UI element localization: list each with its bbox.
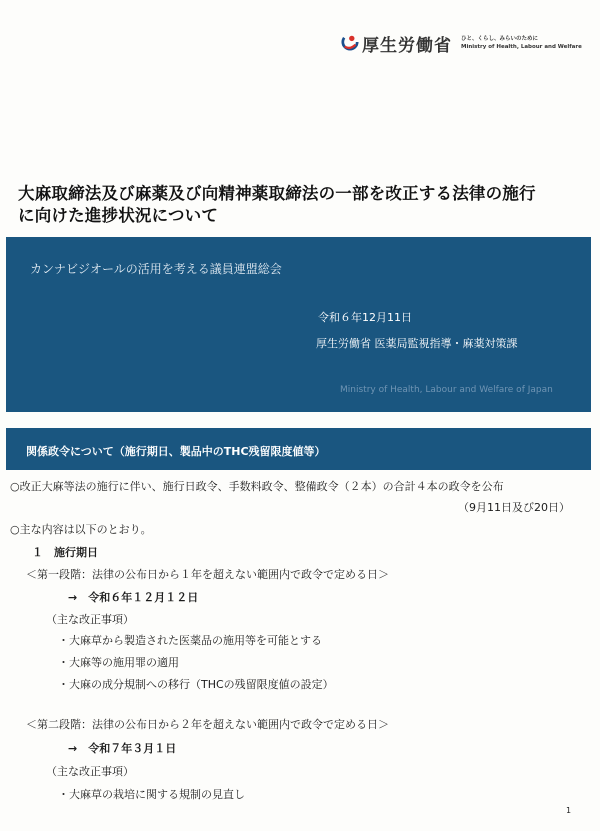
item1-heading: １ 施行期日 bbox=[32, 546, 98, 559]
document-title-line2: に向けた進捗状況について bbox=[18, 206, 219, 225]
section-header-text: 関係政令について（施行期日、製品中のTHC残留限度値等） bbox=[26, 445, 326, 458]
phase1-date: → 令和６年１２月１２日 bbox=[68, 591, 199, 604]
phase1-label: ＜第一段階：法律の公布日から１年を超えない範囲内で政令で定める日＞ bbox=[26, 568, 389, 581]
logo-tagline-jp: ひと、くらし、みらいのために bbox=[461, 36, 539, 42]
banner-english-name: Ministry of Health, Labour and Welfare of Japan bbox=[340, 385, 553, 395]
para2: ○主な内容は以下のとおり。 bbox=[10, 523, 152, 536]
banner-department: 厚生労働省 医薬局監視指導・麻薬対策課 bbox=[316, 337, 518, 350]
phase2-bullet: ・大麻草の栽培に関する規制の見直し bbox=[58, 788, 245, 801]
para1-line1: ○改正大麻等法の施行に伴い、施行日政令、手数料政令、整備政令（２本）の合計４本の政令を公布 bbox=[10, 480, 504, 493]
phase1-bullet: ・大麻等の施用罪の適用 bbox=[58, 656, 179, 669]
para1-line2: （9月11日及び20日） bbox=[458, 501, 570, 514]
logo-tagline bbox=[461, 35, 582, 51]
cover-banner bbox=[6, 237, 591, 412]
phase2-subheading: （主な改正事項） bbox=[46, 765, 134, 778]
page-number: 1 bbox=[566, 806, 572, 815]
banner-date: 令和６年12月11日 bbox=[318, 311, 412, 324]
mhlw-emblem-icon bbox=[341, 33, 359, 51]
phase2-date: → 令和７年３月１日 bbox=[68, 742, 177, 755]
phase1-subheading: （主な改正事項） bbox=[46, 613, 134, 626]
phase2-label: ＜第二段階：法律の公布日から２年を超えない範囲内で政令で定める日＞ bbox=[26, 718, 389, 731]
logo-tagline-en: Ministry of Health, Labour and Welfare bbox=[461, 44, 582, 50]
banner-subtitle: カンナビジオールの活用を考える議員連盟総会 bbox=[30, 262, 282, 276]
phase1-bullet: ・大麻の成分規制への移行（THCの残留限度値の設定） bbox=[58, 678, 334, 691]
logo-name: 厚生労働省 bbox=[362, 36, 452, 56]
document-title-line1: 大麻取締法及び麻薬及び向精神薬取締法の一部を改正する法律の施行 bbox=[18, 184, 536, 203]
section-header bbox=[6, 428, 591, 470]
phase1-bullet: ・大麻草から製造された医薬品の施用等を可能とする bbox=[58, 634, 322, 647]
